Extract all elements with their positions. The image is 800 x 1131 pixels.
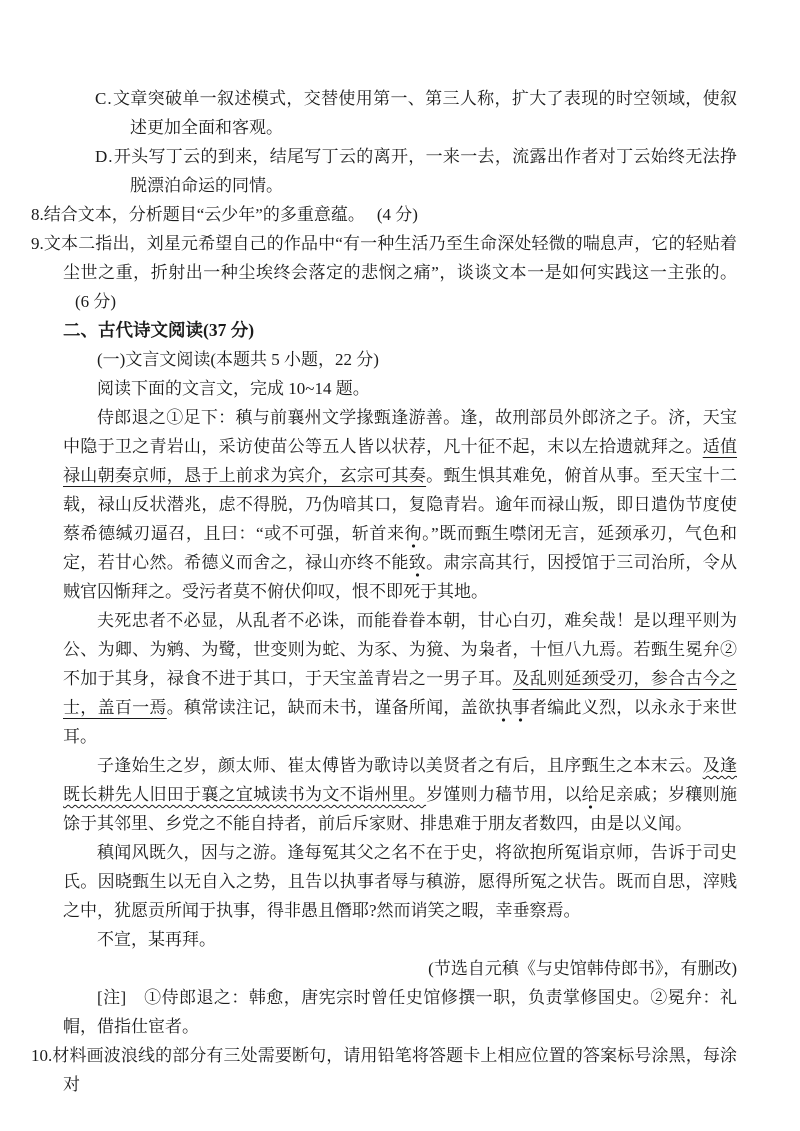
question-10: 10.材料画波浪线的部分有三处需要断句，请用铅笔将答题卡上相应位置的答案标号涂黑，每涂对 (31, 1046, 737, 1094)
question-number: 8. (31, 205, 44, 224)
passage-text: 稹闻风既久，因与之游。逢每冤其父之名不在于史，将欲抱所冤诣京师，告诉于司史氏。因晓甄生以无自入之势，且告以执事者辱与稹游，愿得所冤之状告。既而自思，滓贱之中，犹愿贡所闻于执事，得非愚且僭耶?然而诮笑之暇，幸垂察焉。 (63, 843, 737, 920)
question-score: (6 分) (75, 292, 117, 311)
passage-text: 岁馑则力穑节用，以 (426, 785, 582, 804)
section-title: 二、古代诗文阅读(37 分) (63, 320, 255, 340)
option-text: 文章突破单一叙述模式，交替使用第一、第三人称，扩大了表现的时空领域，使叙述更加全面和客观。 (112, 89, 737, 137)
passage-paragraph (63, 751, 737, 838)
passage-text: 。肃宗高其行，因授馆于三司治所，令从贼官囚惭拜之。受污者莫不俯伏仰叹，恨不即死于其地。 (63, 553, 738, 601)
question-number: 9. (31, 234, 44, 253)
option-D (95, 142, 737, 200)
passage-wavy-text: 及逢既长耕先人旧田于襄之宜城读书为文不诣州里。 (63, 756, 738, 804)
passage-dots-text: 徇 (405, 524, 423, 549)
passage-paragraph (63, 925, 737, 954)
questions-8-9 (31, 200, 737, 316)
passage-paragraph (63, 403, 737, 606)
passage-text: 。”既而甄生噤闭无言，延颈承刃，气色和定，若甘心然。希德义而舍之，禄山亦终不能 (63, 524, 738, 572)
question-score: (4 分) (376, 205, 418, 224)
question-text: 结合文本，分析题目“云少年”的多重意蕴。 (43, 205, 365, 224)
passage-underline-text: 及乱则延颈受刃，参合古今之士，盖百一焉 (63, 669, 738, 717)
passage-text: 。甄生惧其难免，俯首从事。至天宝十二载，禄山反状潜兆，虑不得脱，乃伪喑其口，复隐青岩。逾年而禄山叛，即日遣伪节度使蔡希德缄刃逼召，且曰：“或不可强，斩首来 (63, 466, 737, 543)
question7-options (63, 84, 737, 200)
option-label: D. (95, 147, 114, 166)
passage-text: 足亲戚；岁穰则施馀于其邻里、乡党之不能自持者，前后斥家财、排患难于朋友者数四，由是以义闻。 (63, 785, 738, 833)
classical-passage (63, 403, 737, 954)
passage-text: 。稹常读注记，缺而未书，谨备所闻，盖欲 (166, 698, 496, 717)
passage-underline-text: 适值禄山朝奏京师，恳于上前求为宾介，玄宗可其奏 (63, 437, 738, 485)
passage-dots-text: 执事 (495, 698, 530, 723)
passage-attribution: (节选自元稹《与史馆韩侍郎书》，有删改) (428, 959, 737, 978)
option-C (95, 84, 737, 142)
passage-text: 者编此义烈，以永永于来世耳。 (63, 698, 738, 746)
question-8 (31, 200, 737, 229)
question-text: 文本二指出，刘星元希望自己的作品中“有一种生活乃至生命深处轻微的喘息声，它的轻贴着尘世之重，折射出一种尘埃终会落定的悲悯之痛”，谈谈文本一是如何实践这一主张的。 (43, 234, 737, 282)
passage-text: 不宣，某再拜。 (97, 930, 216, 949)
passage-dots-text: 致 (409, 553, 426, 578)
passage-text: 子逢始生之岁，颜太师、崔太傅皆为歌诗以美贤者之有后，且序甄生之本末云。 (97, 756, 703, 775)
passage-paragraph (63, 838, 737, 925)
passage-text: 夫死忠者不必显，从乱者不必诛，而能眷眷本朝，甘心白刃，难矣哉！是以理平则为公、为卿、为鹓、为鹭，世变则为蛇、为豕、为獍、为枭者，十恒八九焉。若甄生冕弁②不加于其身，禄食不进于其口，于天宝盖青岩之一男子耳。 (63, 611, 737, 688)
question-9 (31, 229, 737, 316)
option-label: C. (95, 89, 113, 108)
option-text: 开头写丁云的到来，结尾写丁云的离开，一来一去，流露出作者对丁云始终无法挣脱漂泊命运的同情。 (113, 147, 737, 195)
passage-text: 侍郎退之①足下：稹与前襄州文学掾甄逢游善。逢，故刑部员外郎济之子。济，天宝中隐于卫之青岩山，采访使苗公等五人皆以状荐，凡十征不起，末以左拾遗就拜之。 (63, 408, 737, 456)
footnote: [注] ①侍郎退之：韩愈，唐宪宗时曾任史馆修撰一职，负责掌修国史。②冕弁：礼帽，借指仕宦者。 (63, 988, 737, 1036)
passage-paragraph (63, 606, 737, 751)
passage-dots-text: 给 (582, 785, 599, 810)
reading-instruction: 阅读下面的文言文，完成 10~14 题。 (97, 379, 370, 398)
subsection-title: (一)文言文阅读(本题共 5 小题，22 分) (97, 350, 379, 369)
